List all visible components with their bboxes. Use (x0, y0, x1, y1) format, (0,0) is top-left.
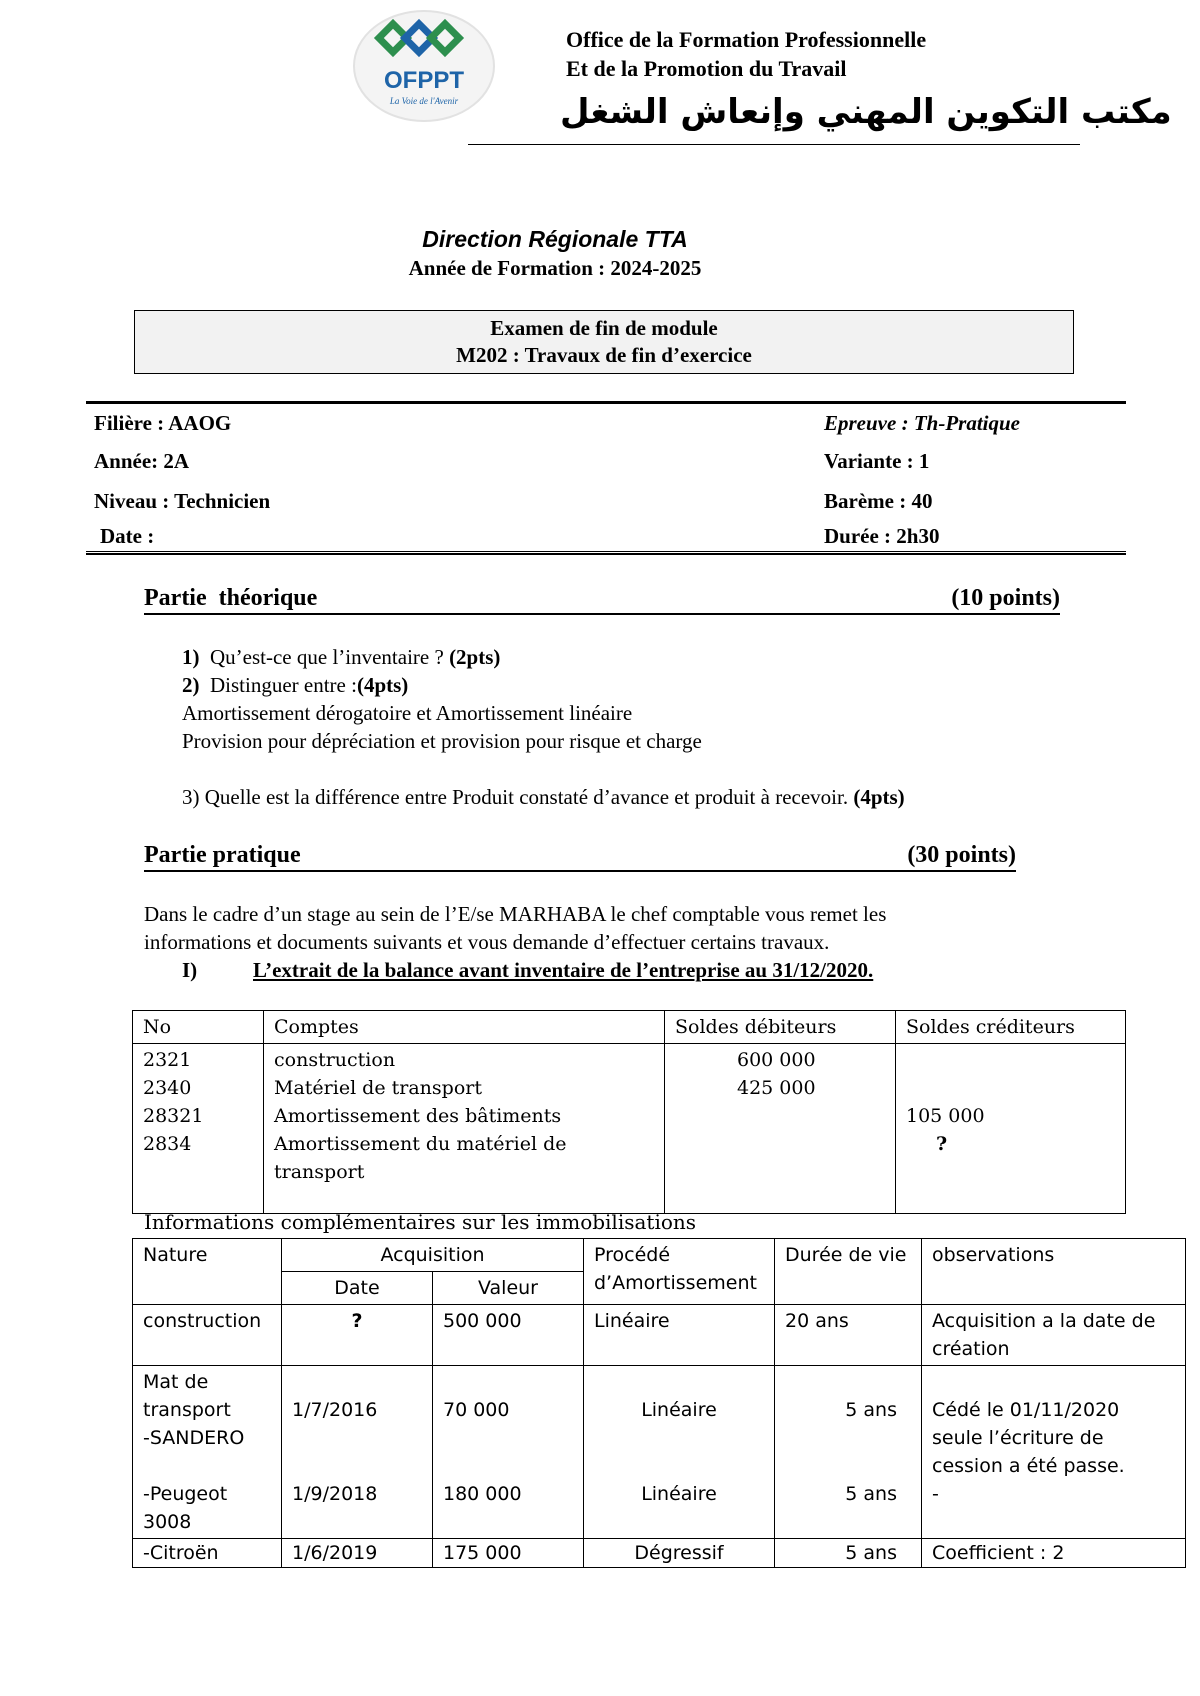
account-name: transport (274, 1161, 365, 1183)
immo-row-materiel-transport (133, 1366, 1186, 1539)
account-number: 2834 (143, 1133, 192, 1155)
immo-header-row-1 (133, 1239, 1186, 1272)
section-1-title: L’extrait de la balance avant inventaire de l’entreprise au 31/12/2020. (253, 958, 874, 982)
q2-line-2: Provision pour dépréciation et provision pour risque et charge (182, 729, 702, 753)
pratique-intro-1: Dans le cadre d’un stage au sein de l’E/se MARHABA le chef comptable vous remet les (144, 902, 887, 926)
pratique-header (144, 840, 1016, 872)
cell-duree: 5 ans (775, 1539, 922, 1568)
date-value: 1/7/2016 (292, 1399, 378, 1421)
exam-title-line-1: Examen de fin de module (490, 316, 718, 340)
immo-header-observations: observations (922, 1239, 1186, 1305)
debit-value: 600 000 (737, 1049, 816, 1071)
valeur-value: 70 000 (443, 1399, 510, 1421)
annee-formation: Année de Formation : 2024-2025 (408, 256, 702, 280)
logo-tagline: La Voie de l'Avenir (389, 96, 459, 106)
q1-points: (2pts) (449, 645, 501, 669)
q2-points: (4pts) (356, 673, 409, 697)
filiere: Filière : AAOG (94, 411, 232, 435)
nature-line: 3008 (143, 1511, 192, 1533)
niveau: Niveau : Technicien (94, 489, 271, 513)
obs-line: Cédé le 01/11/2020 (932, 1399, 1120, 1421)
account-name: Matériel de transport (274, 1077, 482, 1099)
duree: Durée : 2h30 (824, 524, 940, 548)
cell-valeur (433, 1366, 584, 1539)
direction-title: Direction Régionale TTA (422, 226, 688, 252)
obs-line: cession a été passe. (932, 1455, 1125, 1477)
procede-value: Linéaire (641, 1399, 717, 1421)
immo-header-duree: Durée de vie (775, 1239, 922, 1305)
immo-header-procede (584, 1239, 775, 1305)
exam-title-box (134, 310, 1074, 374)
question-1 (182, 645, 500, 670)
balance-header-no: No (133, 1011, 264, 1044)
obs-line: seule l’écriture de (932, 1427, 1104, 1449)
balance-header-debit: Soldes débiteurs (665, 1011, 896, 1044)
exam-title-line-2: M202 : Travaux de fin d’exercice (456, 343, 752, 367)
q2-line-1: Amortissement dérogatoire et Amortissement linéaire (182, 701, 633, 725)
immo-header-acquisition: Acquisition (282, 1239, 584, 1272)
immo-header-nature: Nature (133, 1239, 282, 1305)
balance-header-credit: Soldes créditeurs (896, 1011, 1126, 1044)
account-number: 28321 (143, 1105, 204, 1127)
nature-line: Mat de (143, 1371, 209, 1393)
balance-credits (896, 1044, 1126, 1214)
balance-table (132, 1010, 1126, 1214)
balance-body-row (133, 1044, 1126, 1214)
variante: Variante : 1 (824, 449, 930, 473)
section-1-number: I) (182, 958, 198, 982)
info-bottom-rule (86, 551, 1126, 555)
nature-line: -Peugeot (143, 1483, 228, 1505)
pratique-title: Partie pratique (144, 842, 301, 868)
bareme: Barème : 40 (824, 489, 933, 513)
cell-date: 1/6/2019 (282, 1539, 433, 1568)
office-line-2: Et de la Promotion du Travail (566, 56, 847, 81)
valeur-value: 180 000 (443, 1483, 522, 1505)
cell-procede: Dégressif (584, 1539, 775, 1568)
office-line-1: Office de la Formation Professionnelle (566, 27, 927, 52)
cell-date: ? (282, 1305, 433, 1366)
office-arabic: مكتب التكوين المهني وإنعاش الشغل (560, 92, 1172, 132)
immo-row-construction (133, 1305, 1186, 1366)
epreuve: Epreuve : Th-Pratique (824, 411, 1020, 435)
immobilisations-table (132, 1238, 1186, 1568)
nature-line: transport (143, 1399, 231, 1421)
account-name: construction (274, 1049, 396, 1071)
duree-value: 5 ans (845, 1399, 897, 1421)
logo-text: OFPPT (383, 67, 465, 94)
account-number: 2340 (143, 1077, 192, 1099)
cell-procede (584, 1366, 775, 1539)
procede-label-2: d’Amortissement (594, 1272, 757, 1294)
info-top-rule (86, 401, 1126, 404)
pratique-intro-2: informations et documents suivants et vous demande d’effectuer certains travaux. (144, 930, 830, 954)
q1-text: Qu’est-ce que l’inventaire ? (210, 645, 444, 669)
debit-value: 425 000 (737, 1077, 816, 1099)
cell-valeur: 175 000 (433, 1539, 584, 1568)
cell-nature: -Citroën (133, 1539, 282, 1568)
balance-debits (665, 1044, 896, 1214)
cell-duree (775, 1366, 922, 1539)
date: Date : (100, 524, 155, 548)
balance-numbers (133, 1044, 264, 1214)
immo-caption: Informations complémentaires sur les immobilisations (144, 1210, 697, 1234)
q1-number: 1) (182, 645, 200, 669)
balance-comptes (264, 1044, 665, 1214)
cell-duree: 20 ans (775, 1305, 922, 1366)
cell-nature (133, 1366, 282, 1539)
cell-observations (922, 1305, 1186, 1366)
obs-line: Acquisition a la date de (932, 1310, 1156, 1332)
credit-value: 105 000 (906, 1105, 985, 1127)
immo-header-valeur: Valeur (433, 1272, 584, 1305)
account-name: Amortissement du matériel de (274, 1133, 567, 1155)
cell-procede: Linéaire (584, 1305, 775, 1366)
account-name: Amortissement des bâtiments (274, 1105, 562, 1127)
header-rule (468, 144, 1080, 145)
q2-text: Distinguer entre : (210, 673, 357, 697)
credit-value: ? (936, 1133, 948, 1155)
q3-points: (4pts) (853, 785, 905, 809)
procede-value: Linéaire (641, 1483, 717, 1505)
theorique-header (144, 583, 1060, 615)
q3-text: 3) Quelle est la différence entre Produit constaté d’avance et produit à recevoir. (182, 785, 849, 809)
pratique-points: (30 points) (907, 842, 1016, 868)
theorique-points: (10 points) (951, 585, 1060, 611)
duree-value: 5 ans (845, 1483, 897, 1505)
balance-header-row (133, 1011, 1126, 1044)
obs-line: création (932, 1338, 1010, 1360)
question-2 (182, 673, 408, 698)
nature-line: -SANDERO (143, 1427, 245, 1449)
q2-number: 2) (182, 673, 200, 697)
obs-line: - (932, 1483, 939, 1505)
theorique-title: Partie théorique (144, 585, 318, 611)
cell-date (282, 1366, 433, 1539)
cell-valeur: 500 000 (433, 1305, 584, 1366)
cell-observations (922, 1366, 1186, 1539)
account-number: 2321 (143, 1049, 192, 1071)
cell-observations: Coefficient : 2 (922, 1539, 1186, 1568)
immo-row-citroen (133, 1539, 1186, 1568)
ofppt-logo (350, 8, 498, 124)
question-3 (182, 785, 905, 810)
cell-nature: construction (133, 1305, 282, 1366)
date-value: 1/9/2018 (292, 1483, 378, 1505)
procede-label-1: Procédé (594, 1244, 671, 1266)
annee: Année: 2A (94, 449, 190, 473)
immo-header-date: Date (282, 1272, 433, 1305)
balance-header-comptes: Comptes (264, 1011, 665, 1044)
